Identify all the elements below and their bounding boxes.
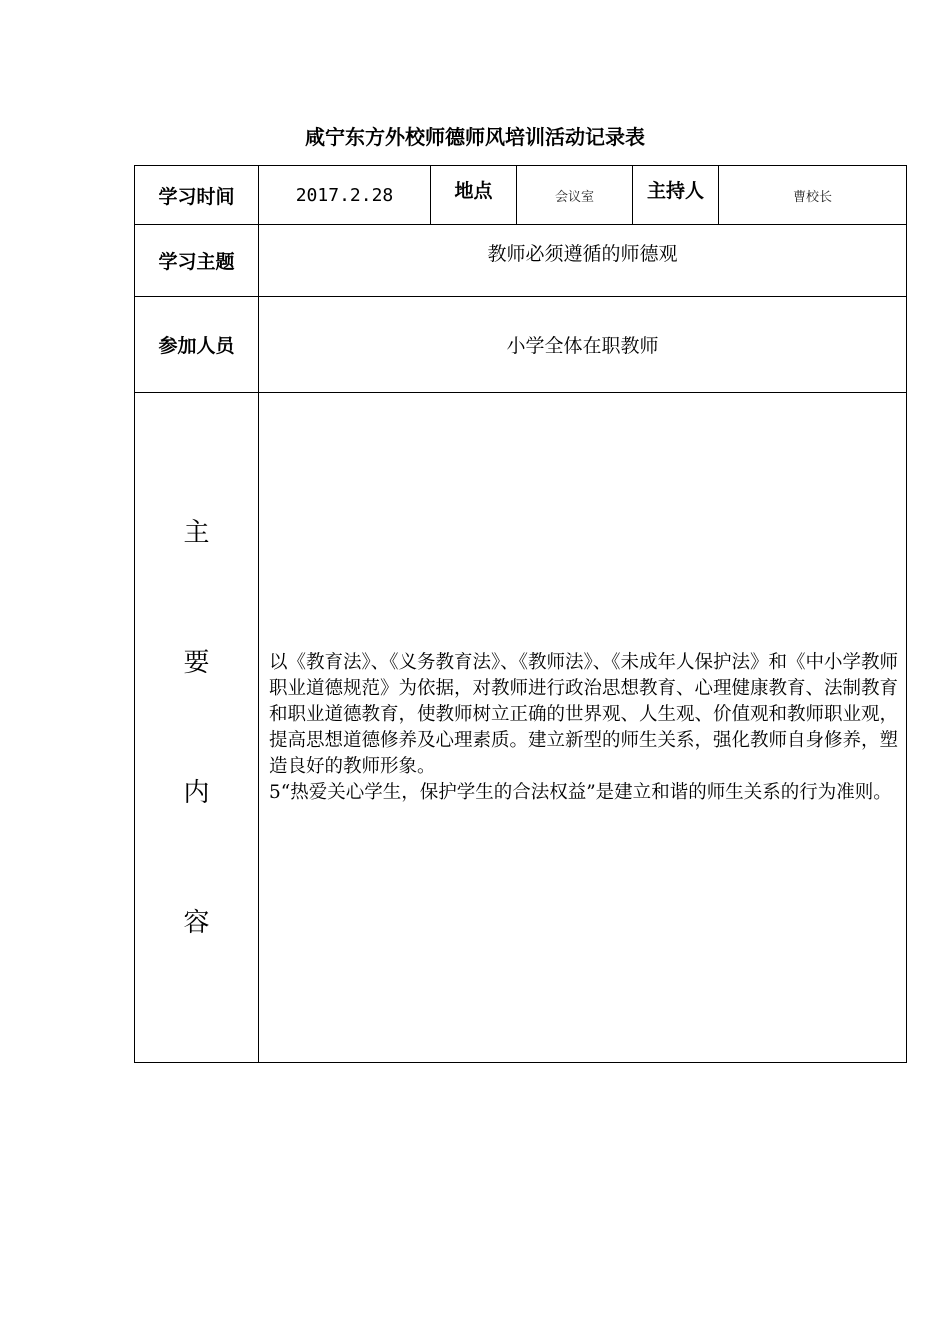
participants-label: 参加人员	[135, 297, 259, 393]
participants-value: 小学全体在职教师	[259, 297, 907, 393]
host-label: 主持人	[633, 166, 719, 225]
study-time-label: 学习时间	[135, 166, 259, 225]
main-content-label-char: 内	[183, 777, 210, 808]
table-row-main-content	[135, 393, 907, 1063]
content-paragraph: 5“热爱关心学生，保护学生的合法权益”是建立和谐的师生关系的行为准则。	[269, 781, 892, 803]
table-row-participants	[135, 297, 907, 393]
document-title: 咸宁东方外校师德师风培训活动记录表	[305, 125, 645, 149]
host-value: 曹校长	[719, 166, 907, 225]
table-row-time-place-host	[135, 166, 907, 225]
study-topic-value: 教师必须遵循的师德观	[259, 225, 907, 297]
main-content-label-char: 要	[183, 647, 210, 678]
table-row-topic	[135, 225, 907, 297]
main-content-label-char: 主	[183, 517, 210, 548]
main-content-label-char: 容	[183, 907, 210, 938]
content-paragraph: 以《教育法》、《义务教育法》、《教师法》、《未成年人保护法》和《中小学教师职业道德规范》为依据，对教师进行政治思想教育、心理健康教育、法制教育和职业道德教育，使教师树立正确的世界观、人生观、价值观和教师职业观，提高思想道德修养及心理素质。建立新型的师生关系，强化教师自身修养，塑造良好的教师形象。	[269, 651, 899, 777]
place-value: 会议室	[517, 166, 633, 225]
study-topic-label: 学习主题	[135, 225, 259, 297]
study-time-value: 2017.2.28	[259, 166, 431, 225]
place-label: 地点	[431, 166, 517, 225]
record-table	[134, 165, 907, 1063]
main-content-label	[135, 393, 259, 1063]
main-content-body	[259, 393, 907, 1063]
